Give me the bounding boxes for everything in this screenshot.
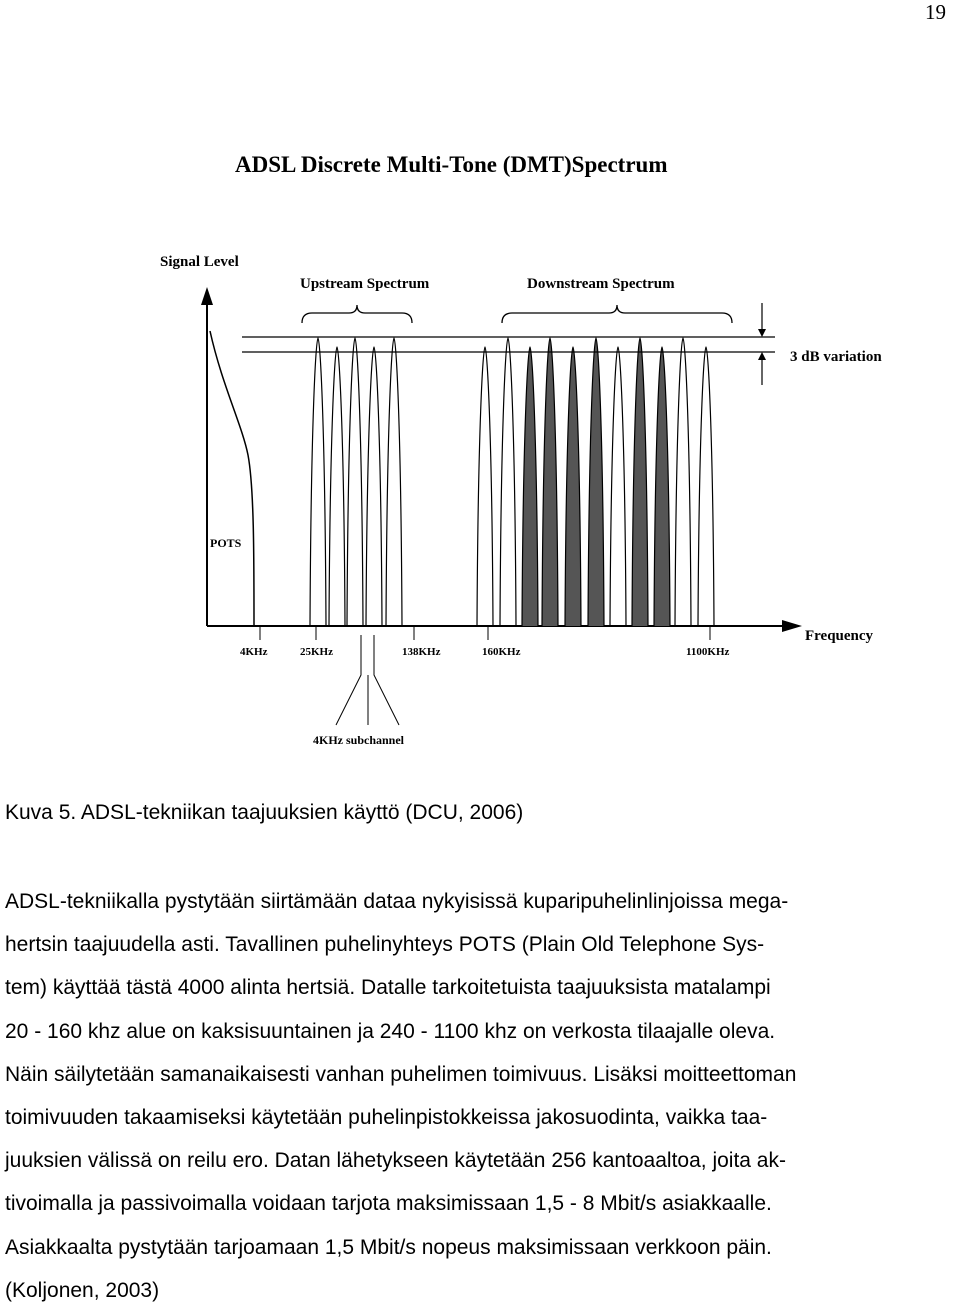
tick-label-160khz: 160KHz — [482, 646, 521, 658]
upstream-tone — [366, 347, 382, 626]
body-line: tivoimalla ja passivoimalla voidaan tarjota maksimissaan 1,5 - 8 Mbit/s asiakkaalle. — [5, 1192, 772, 1216]
downstream-tone — [500, 338, 516, 626]
tick-label-1100khz: 1100KHz — [686, 646, 730, 658]
downstream-tone — [632, 338, 648, 626]
tones — [310, 338, 714, 626]
tick-label-138khz: 138KHz — [402, 646, 441, 658]
subchannel-pointer-right — [374, 635, 399, 725]
subchannel-label: 4KHz subchannel — [313, 733, 405, 747]
dmt-spectrum-diagram — [150, 135, 950, 760]
figure-caption: Kuva 5. ADSL-tekniikan taajuuksien käyttö (DCU, 2006) — [5, 801, 524, 824]
body-paragraph — [5, 880, 957, 1312]
variation-arrow-down-head — [758, 329, 766, 337]
upstream-tone — [310, 338, 326, 626]
figure-title: ADSL Discrete Multi-Tone (DMT)Spectrum — [235, 152, 668, 177]
tick-labels — [240, 646, 730, 658]
downstream-tone — [542, 338, 558, 626]
body-line: Näin säilytetään samanaikaisesti vanhan puhelimen toimivuus. Lisäksi moitteettoman — [5, 1062, 797, 1086]
annotations — [242, 303, 775, 725]
downstream-tone — [522, 347, 538, 626]
body-line: (Koljonen, 2003) — [5, 1278, 160, 1302]
downstream-tone — [588, 338, 604, 626]
upstream-label: Upstream Spectrum — [300, 276, 430, 292]
body-line: juuksien välissä on reilu ero. Datan lähetykseen käytetään 256 kantoaaltoa, joita ak- — [5, 1149, 786, 1173]
upstream-tone — [386, 338, 402, 626]
variation-label: 3 dB variation — [790, 349, 882, 365]
downstream-tone — [654, 347, 670, 626]
downstream-label: Downstream Spectrum — [527, 276, 675, 292]
upstream-brace — [302, 305, 412, 323]
subchannel-pointer-left — [336, 635, 361, 725]
body-line: hertsin taajuudella asti. Tavallinen puhelinyhteys POTS (Plain Old Telephone Sys- — [5, 933, 765, 957]
upstream-tone — [347, 338, 363, 626]
dmt-spectrum-figure — [150, 135, 950, 760]
y-axis-arrow — [201, 287, 213, 305]
upstream-tone — [329, 347, 345, 626]
body-line: 20 - 160 khz alue on kaksisuuntainen ja 240 - 1100 khz on verkosta tilaajalle oleva. — [5, 1019, 776, 1043]
tick-label-25khz: 25KHz — [300, 646, 333, 658]
pots-label: POTS — [210, 536, 242, 550]
body-line: toimivuuden takaamiseksi käytetään puhelinpistokkeissa jakosuodinta, vaikka taa- — [5, 1106, 768, 1130]
tick-label-4khz: 4KHz — [240, 646, 268, 658]
downstream-tone — [675, 338, 691, 626]
body-line: ADSL-tekniikalla pystytään siirtämään dataa nykyisissä kuparipuhelinlinjoissa mega- — [5, 890, 789, 913]
y-axis-label: Signal Level — [160, 254, 239, 270]
x-axis-label: Frequency — [805, 628, 874, 644]
body-line: Asiakkaalta pystytään tarjoamaan 1,5 Mbit/s nopeus maksimissaan verkkoon päin. — [5, 1235, 772, 1259]
pots-curve — [210, 331, 254, 626]
page-number: 19 — [925, 0, 946, 24]
x-axis-arrow — [782, 620, 802, 632]
downstream-tone — [477, 347, 493, 626]
downstream-tone — [565, 347, 581, 626]
downstream-tone — [698, 347, 714, 626]
downstream-tone — [610, 347, 626, 626]
downstream-brace — [502, 305, 732, 323]
variation-arrow-up-head — [758, 352, 766, 360]
body-line: tem) käyttää tästä 4000 alinta hertsiä. Datalle tarkoitetuista taajuuksista matalampi — [5, 976, 771, 1000]
